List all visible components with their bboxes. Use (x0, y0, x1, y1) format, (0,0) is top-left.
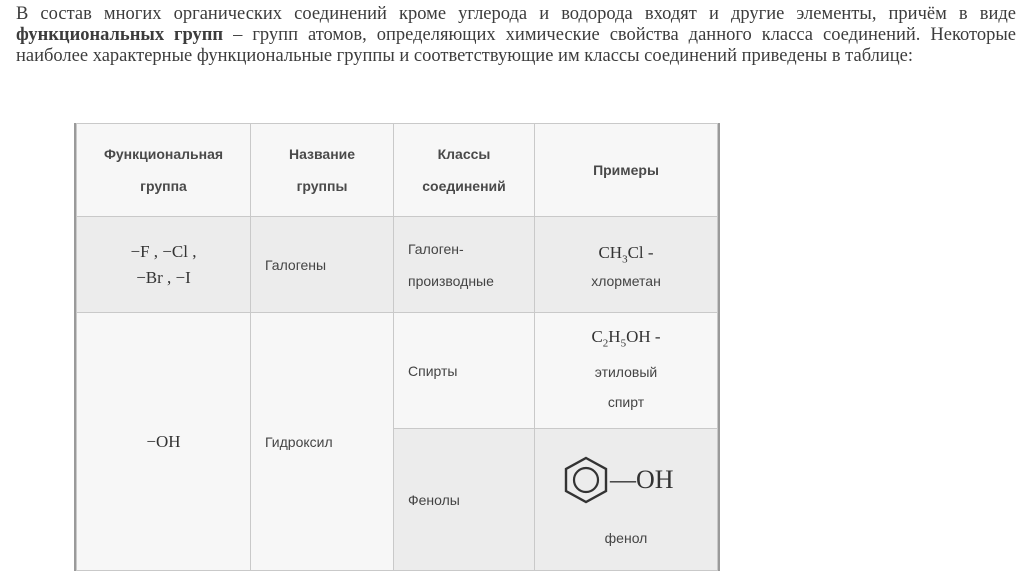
chloromethane-name: хлорметан (591, 272, 661, 289)
functional-groups-table-frame (74, 123, 720, 571)
phenol-oh-label: —OH (610, 464, 674, 494)
table-header-row (77, 124, 718, 217)
cell-halogen-name: Галогены (251, 217, 394, 313)
table-row-alcohols (77, 313, 718, 429)
table-row-halogens (77, 217, 718, 313)
header-group-name: Название группы (251, 124, 394, 217)
header-compound-classes: Классы соединений (394, 124, 535, 217)
ethanol-formula: $C_2H_5OH$ - (591, 327, 661, 350)
intro-paragraph (16, 4, 1016, 67)
intro-text-1: В состав многих органических соединений кроме углерода и водорода входят и другие элементы, причём в виде (16, 4, 1016, 24)
cell-halogen-group (77, 217, 251, 313)
header-functional-group: Функциональная группа (77, 124, 251, 217)
cell-halogen-class: Галоген-производные (394, 217, 535, 313)
cell-alcohol-example (535, 313, 718, 429)
cell-hydroxyl-group: −OH (77, 313, 251, 571)
intro-text-2: – групп атомов, определяющих химические свойства данного класса соединений. Некоторые наиболее характерные функциональные группы и соответствующие им классы соединений приведены в таблице: (16, 25, 1017, 66)
halogen-group-line1: −F , −Cl , (130, 241, 197, 261)
phenol-structure-icon (556, 454, 696, 516)
ethanol-name-2: спирт (607, 393, 645, 410)
cell-alcohol-class: Спирты (394, 313, 535, 429)
phenol-name: фенол (604, 529, 648, 546)
intro-bold-term: функциональных групп (16, 25, 224, 45)
cell-phenol-class: Фенолы (394, 429, 535, 571)
header-examples: Примеры (535, 124, 718, 217)
chloromethane-formula: $CH_3Cl$ - (598, 243, 654, 266)
halogen-group-line2: −Br , −I (136, 267, 191, 287)
cell-hydroxyl-name: Гидроксил (251, 313, 394, 571)
cell-phenol-example (535, 429, 718, 571)
functional-groups-table (76, 123, 718, 571)
cell-halogen-example (535, 217, 718, 313)
ethanol-name-1: этиловый (594, 363, 658, 380)
